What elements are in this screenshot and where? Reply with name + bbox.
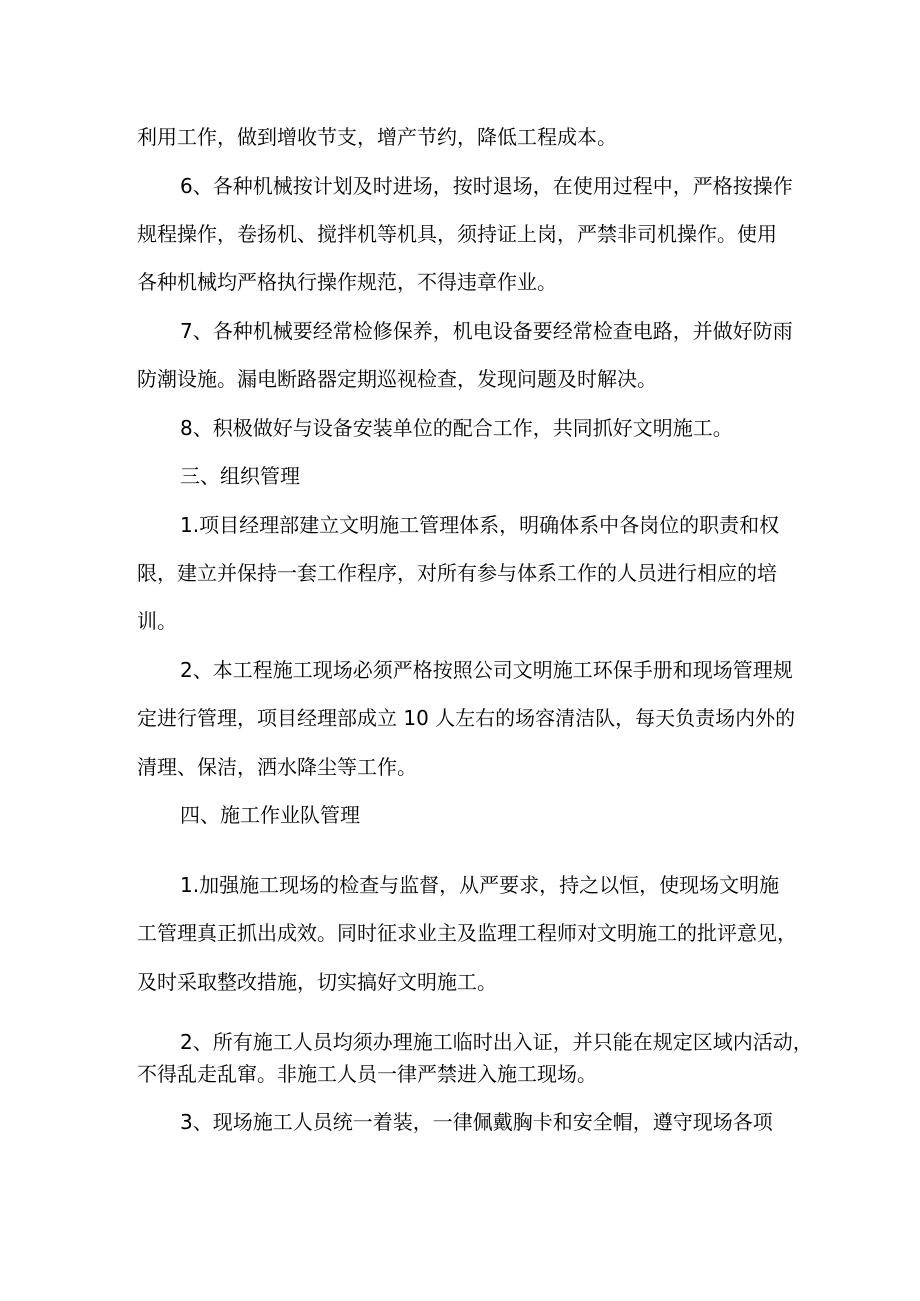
text-line: 2、本工程施工现场必须严格按照公司文明施工环保手册和现场管理规 <box>180 658 793 682</box>
text-line: 及时采取整改措施，切实搞好文明施工。 <box>137 970 497 994</box>
text-line: 限，建立并保持一套工作程序，对所有参与体系工作的人员进行相应的培 <box>137 561 777 585</box>
text-line: 不得乱走乱窜。非施工人员一律严禁进入施工现场。 <box>137 1062 597 1086</box>
text-line: 各种机械均严格执行操作规范，不得违章作业。 <box>137 270 557 294</box>
text-line: 利用工作，做到增收节支，增产节约，降低工程成本。 <box>137 125 617 149</box>
text-line: 训。 <box>137 609 177 633</box>
text-line: 工管理真正抓出成效。同时征求业主及监理工程师对文明施工的批评意见， <box>137 921 797 945</box>
text-line: 规程操作，卷扬机、搅拌机等机具，须持证上岗，严禁非司机操作。使用 <box>137 222 777 246</box>
section-heading: 四、施工作业队管理 <box>180 803 360 827</box>
section-heading: 三、组织管理 <box>180 464 300 488</box>
text-line: 1.项目经理部建立文明施工管理体系，明确体系中各岗位的职责和权 <box>180 513 780 537</box>
text-line: 7、各种机械要经常检修保养，机电设备要经常检查电路，并做好防雨 <box>180 319 793 343</box>
text-line: 定进行管理，项目经理部成立 10 人左右的场容清洁队，每天负责场内外的 <box>137 706 796 730</box>
text-line: 6、各种机械按计划及时进场，按时退场，在使用过程中，严格按操作 <box>180 174 793 198</box>
text-line: 清理、保洁，洒水降尘等工作。 <box>137 755 417 779</box>
text-line: 1.加强施工现场的检查与监督，从严要求，持之以恒，使现场文明施 <box>180 873 780 897</box>
text-line: 3、现场施工人员统一着装，一律佩戴胸卡和安全帽，遵守现场各项 <box>180 1110 773 1134</box>
text-line: 2、所有施工人员均须办理施工临时出入证，并只能在规定区域内活动， <box>180 1030 813 1054</box>
text-line: 8、积极做好与设备安装单位的配合工作，共同抓好文明施工。 <box>180 416 733 440</box>
text-line: 防潮设施。漏电断路器定期巡视检查，发现问题及时解决。 <box>137 367 657 391</box>
